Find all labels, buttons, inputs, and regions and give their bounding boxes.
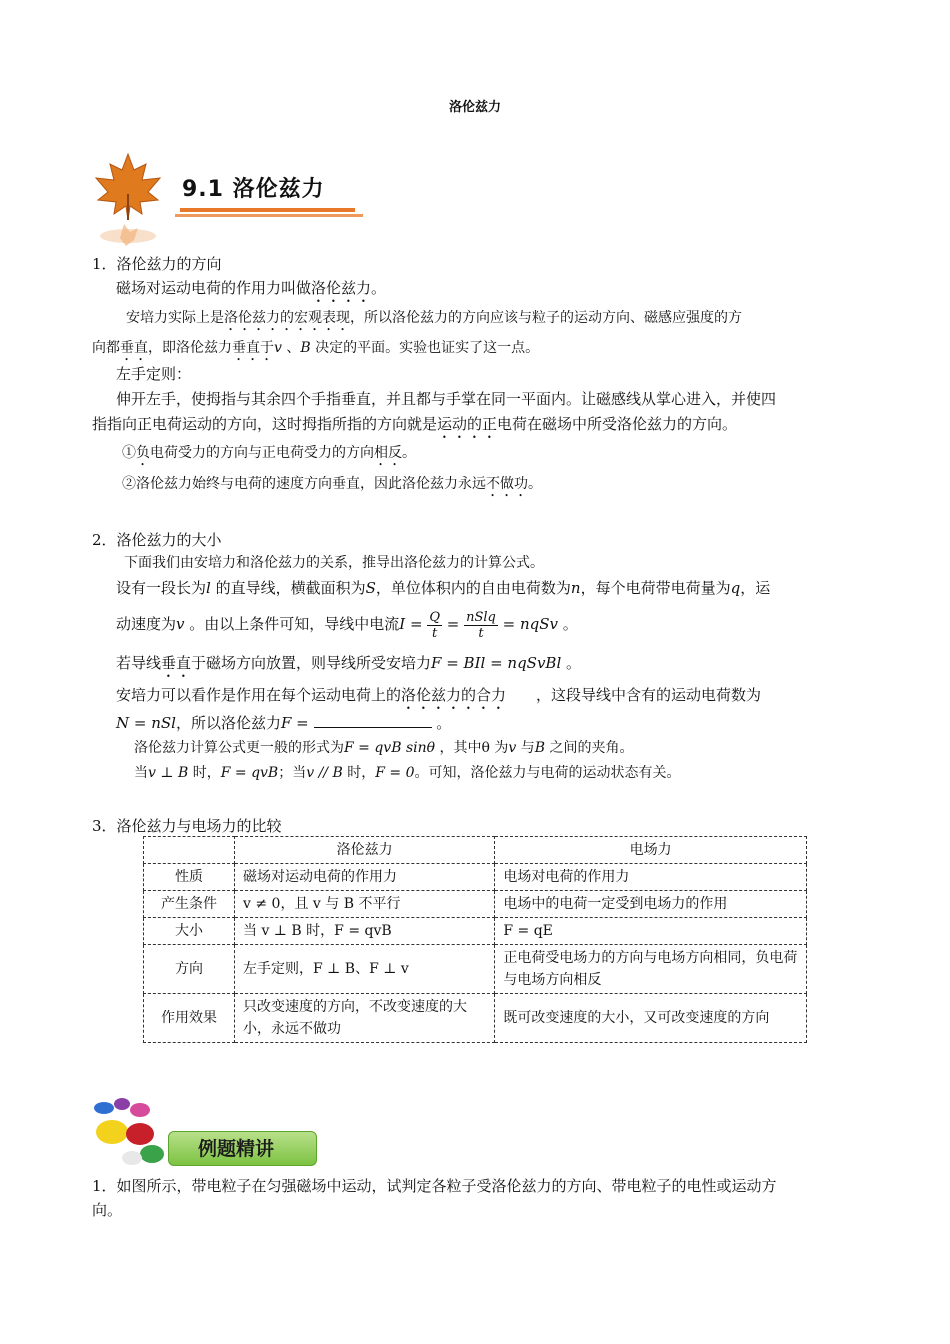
table-row	[144, 891, 807, 918]
left-hand-rule-line1: 伸开左手，使拇指与其余四个手指垂直，并且都与手掌在同一平面内。让磁感线从掌心进入，并使四	[116, 390, 777, 408]
table-header-row	[144, 837, 807, 864]
table-header-cell: 电场力	[495, 837, 807, 864]
table-header-cell	[144, 837, 235, 864]
section3-heading: 3．洛伦兹力与电场力的比较	[92, 817, 282, 835]
section2-general-formula: 洛伦兹力计算公式更一般的形式为F = qvB sinθ ，其中θ 为v 与B 之间的夹角。	[134, 740, 634, 756]
chapter-number: 9.1	[182, 177, 224, 202]
section1-heading: 1．洛伦兹力的方向	[92, 255, 222, 273]
page-header: 洛伦兹力	[448, 100, 501, 115]
table-cell: F = qE	[495, 918, 807, 945]
question1-line2: 向。	[92, 1201, 123, 1219]
table-cell: 当 v ⊥ B 时，F = qvB	[235, 918, 495, 945]
table-cell: 电场中的电荷一定受到电场力的作用	[495, 891, 807, 918]
section2-fill-blank-line: N = nSl，所以洛伦兹力F = 。	[116, 714, 452, 732]
section1-para1-line1: 安培力实际上是洛伦兹力的宏观表现，所以洛伦兹力的方向应该与粒子的运动方向、磁感应强度的方	[126, 310, 742, 326]
table-cell: 大小	[144, 918, 235, 945]
table-header-cell: 洛伦兹力	[235, 837, 495, 864]
table-cell: 左手定则，F ⊥ B、F ⊥ v	[235, 945, 495, 994]
table-cell: 正电荷受电场力的方向与电场方向相同，负电荷与电场方向相反	[495, 945, 807, 994]
section2-heading: 2．洛伦兹力的大小	[92, 531, 222, 549]
table-row	[144, 994, 807, 1043]
section2-resultant-force: 安培力可以看作是作用在每个运动电荷上的洛伦兹力的合力 ，这段导线中含有的运动电荷数为	[116, 686, 762, 704]
fraction-q-over-t: $\frac{Q}{t}$	[429, 609, 440, 641]
table-row	[144, 945, 807, 994]
table-cell: 产生条件	[144, 891, 235, 918]
table-row	[144, 864, 807, 891]
table-cell: 性质	[144, 864, 235, 891]
table-cell: 既可改变速度的大小，又可改变速度的方向	[495, 994, 807, 1043]
chapter-name: 洛伦兹力	[232, 177, 325, 202]
example-banner-title: 例题精讲	[198, 1138, 275, 1160]
section1-definition: 磁场对运动电荷的作用力叫做洛伦兹力。	[116, 279, 387, 297]
left-hand-rule-title: 左手定则：	[116, 365, 192, 383]
note-no-work: ②洛伦兹力始终与电荷的速度方向垂直，因此洛伦兹力永远不做功。	[122, 476, 542, 492]
chapter-title	[182, 172, 325, 203]
table-cell: 只改变速度的方向，不改变速度的大小，永远不做功	[235, 994, 495, 1043]
section2-line1: 设有一段长为l 的直导线，横截面积为S，单位体积内的自由电荷数为n，每个电荷带电荷量为q，运	[116, 579, 771, 597]
maple-leaf-icon	[88, 150, 168, 250]
table-cell: v ≠ 0，且 v 与 B 不平行	[235, 891, 495, 918]
title-underline-secondary	[175, 214, 363, 217]
answer-blank[interactable]	[314, 713, 432, 728]
section1-para1-line2: 向都垂直，即洛伦兹力垂直于v 、B 决定的平面。实验也证实了这一点。	[92, 340, 540, 356]
table-cell: 电场对电荷的作用力	[495, 864, 807, 891]
table-cell: 方向	[144, 945, 235, 994]
title-underline	[180, 208, 355, 212]
section2-special-cases: 当v ⊥ B 时，F = qvB；当v // B 时，F = 0。可知，洛伦兹力与电荷的运动状态有关。	[134, 765, 681, 781]
section2-intro: 下面我们由安培力和洛伦兹力的关系，推导出洛伦兹力的计算公式。	[124, 555, 544, 571]
table-cell: 磁场对运动电荷的作用力	[235, 864, 495, 891]
section2-current-formula: 动速度为v 。由以上条件可知，导线中电流I = $\frac{Q}{t}$ = $\frac{\text{nSlq}}{t}$ = nqSv 。	[116, 609, 578, 641]
table-cell: 作用效果	[144, 994, 235, 1043]
note-negative-charge: ①负电荷受力的方向与正电荷受力的方向相反。	[122, 445, 416, 461]
fraction-nslq-over-t: $\frac{\text{nSlq}}{t}$	[466, 609, 496, 641]
section2-ampere-force: 若导线垂直于磁场方向放置，则导线所受安培力F = BIl = nqSvBl 。	[116, 654, 582, 672]
colorful-stones-icon	[88, 1096, 168, 1170]
table-row	[144, 918, 807, 945]
left-hand-rule-line2: 指指向正电荷运动的方向，这时拇指所指的方向就是运动的正电荷在磁场中所受洛伦兹力的方向。	[92, 415, 738, 433]
question1-line1: 1．如图所示，带电粒子在匀强磁场中运动，试判定各粒子受洛伦兹力的方向、带电粒子的电性或运动方	[92, 1177, 777, 1195]
comparison-table	[143, 836, 807, 1043]
